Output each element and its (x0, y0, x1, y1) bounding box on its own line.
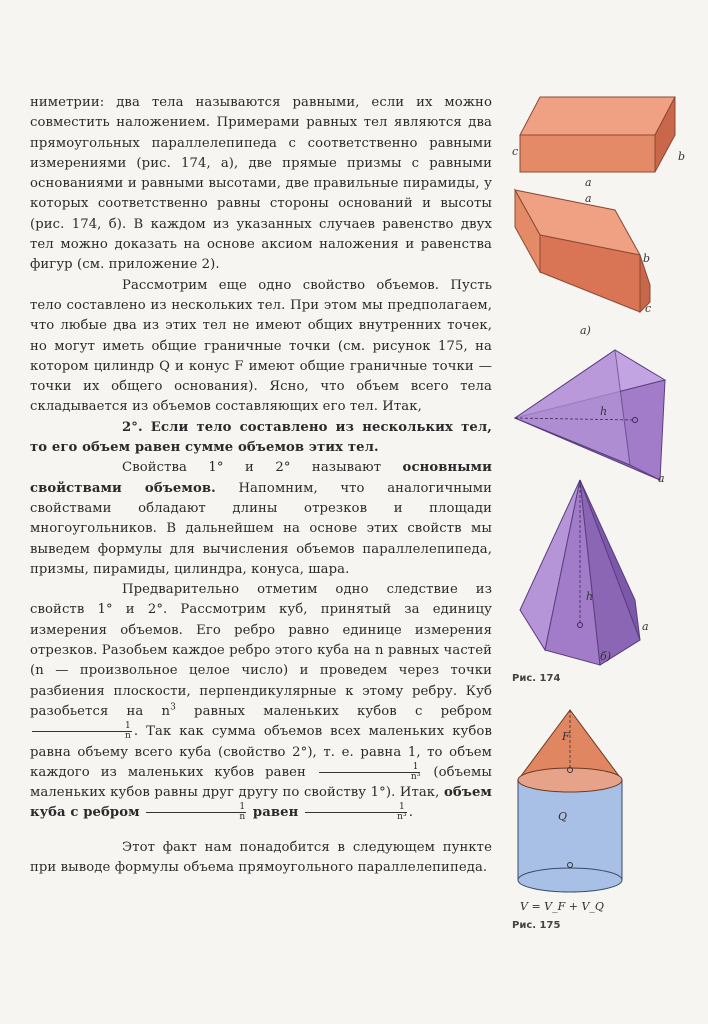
box2-label-c: c (645, 302, 652, 315)
box1-label-c: c (512, 145, 519, 158)
parallelepiped-1 (512, 97, 685, 189)
box1-label-a: a (585, 176, 592, 189)
pyramid2-label-a: a (642, 620, 649, 633)
pyramid1-label-a: a (658, 472, 665, 485)
cone-cylinder (518, 710, 622, 913)
box2-label-b: b (643, 252, 651, 265)
caption-fig174: Рис. 174 (512, 673, 561, 684)
pyramid-horizontal (515, 350, 665, 485)
paragraph-1: ниметрии: два тела называются равными, если их можно совместить наложением. Примерами равных тел являются два прямоугольных параллелепипеда с соответственно равными измерениями (рис. 174, а), две прямые призмы с равными основаниями и равными высотами, две правильные пирамиды, у которых соответственно равны стороны оснований и высоты (рис. 174, б). В каждом из указанных случаев равенство двух тел можно доказать на основе аксиом наложения и равенства фигур (см. приложение 2). (30, 95, 492, 273)
theorem-2: 2°. Если тело составлено из нескольких тел, то его объем равен сумме объемов этих тел. (30, 419, 492, 456)
label-Q: Q (558, 810, 568, 823)
main-text-column (30, 93, 492, 878)
paragraph-6: Этот факт нам понадобится в следующем пункте при выводе формулы объема прямоугольного параллелепипеда. (30, 839, 492, 875)
paragraph-4: Свойства 1° и 2° называют основными свойствами объемов. Напомним, что аналогичными свойствами обладают длины отрезков и площади многоугольников. В дальнейшем на основе этих свойств мы выведем формулы для вычисления объемов параллелепипеда, призмы, пирамиды, цилиндра, конуса, шара. (30, 460, 492, 577)
pyramid1-label-h: h (600, 405, 608, 418)
paragraph-2: Рассмотрим еще одно свойство объемов. Пусть тело составлено из нескольких тел. При этом мы предполагаем, что любые два из этих тел не имеют общих внутренних точек, но могут иметь общие граничные точки (см. рисунок 175, на котором цилиндр Q и конус F имеют общие граничные точки — точки их общего основания). Ясно, что объем всего тела складывается из объемов составляющих его тел. Итак, (30, 277, 492, 415)
superscript-3: 3 (170, 702, 176, 713)
paragraph-5: Предварительно отметим одно следствие из свойств 1° и 2°. Рассмотрим куб, принятый за единицу измерения объемов. Его ребро равно единице измерения отрезков. Разобьем каждое ребро этого куба на n равных частей (n — произвольное целое число) и проведем через точки разбиения плоскости, перпендикулярные к этому ребру. Куб разобьется на $n^3$ равных маленьких кубов с ребром $\frac{1}{n}$ . Так как сумма объемов всех маленьких кубов равна объему всего куба (свойство 2°), т. е. равна 1, то объем каждого из маленьких кубов равен $\frac{1}{\text{n³}}$ (объемы маленьких кубов равны друг другу по свойству 1°). Итак, объем куба с ребром $\frac{1}{n}$ равен $\frac{1}{\text{n³}}$ . (30, 582, 492, 823)
caption-fig175: Рис. 175 (512, 920, 561, 931)
figures-svg (500, 80, 700, 960)
pyramid2-label-h: h (586, 590, 594, 603)
box1-label-b: b (678, 150, 686, 163)
sublabel-b: б) (600, 650, 612, 663)
fraction-1-n3-bold: $\frac{1}{\text{n³}}$ (305, 803, 407, 822)
formula-volume: V = V_F + V_Q (520, 900, 604, 913)
fraction-1-n: $\frac{1}{n}$ (32, 722, 132, 741)
fraction-1-n3: $\frac{1}{\text{n³}}$ (319, 763, 421, 782)
parallelepiped-2 (515, 190, 651, 315)
box2-label-a: a (585, 192, 592, 205)
pyramid-vertical (520, 480, 649, 665)
figure-column (500, 80, 700, 960)
label-F: F (562, 730, 570, 743)
sublabel-a: а) (580, 324, 591, 337)
fraction-1-n-bold: $\frac{1}{n}$ (146, 803, 246, 822)
